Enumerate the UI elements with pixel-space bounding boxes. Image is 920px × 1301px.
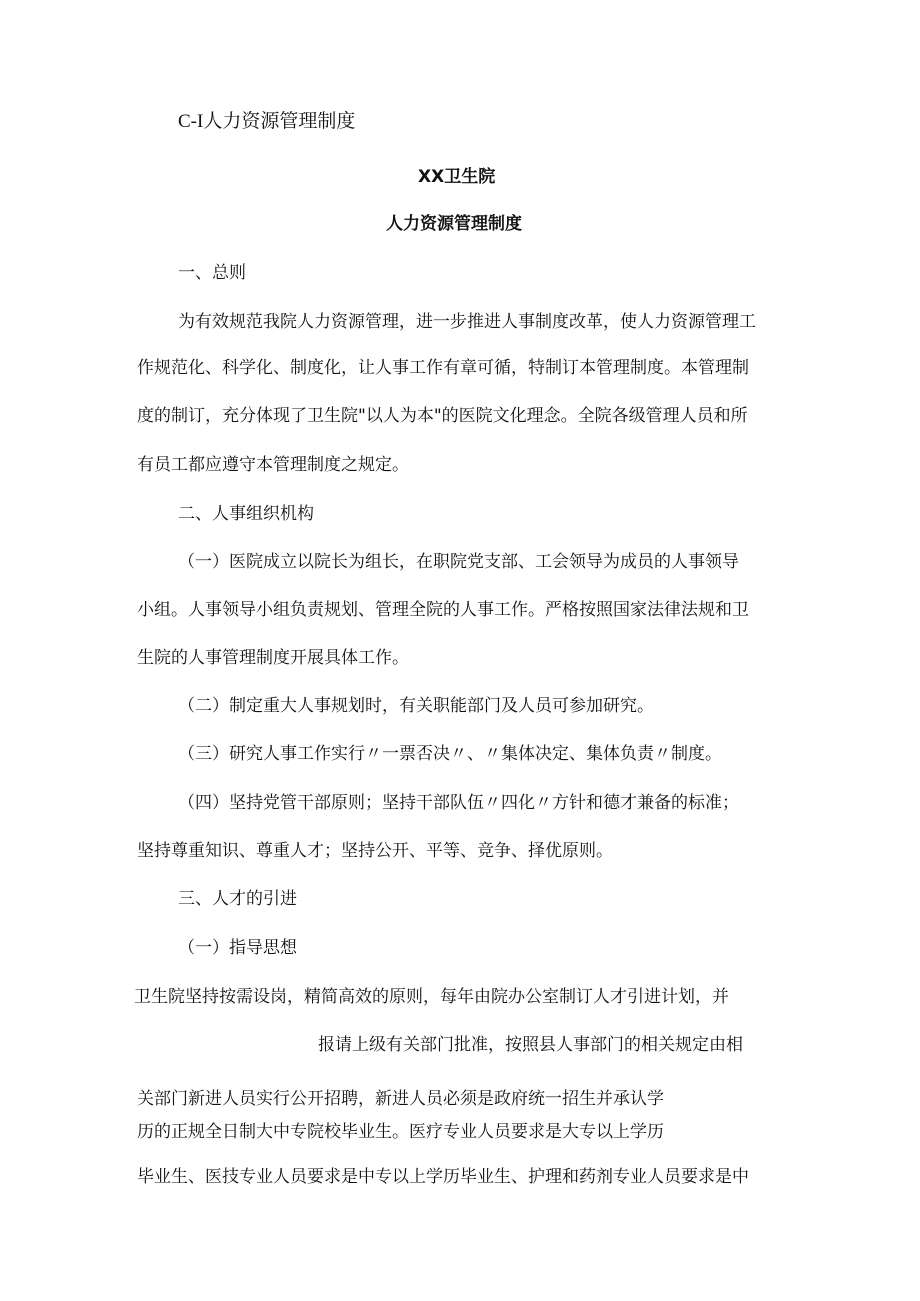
paragraph-line: 有员工都应遵守本管理制度之规定。 <box>137 455 409 475</box>
paragraph-line: （三）研究人事工作实行〃一票否决〃、〃集体决定、集体负责〃制度。 <box>178 744 722 764</box>
paragraph-line: 卫生院坚持按需设岗，精简高效的原则，每年由院办公室制订人才引进计划，并 <box>134 987 729 1007</box>
paragraph-line: 报请上级有关部门批准，按照县人事部门的相关规定由相 <box>318 1035 743 1055</box>
org-title: XX卫生院 <box>418 167 496 187</box>
paragraph-line: 度的制订，充分体现了卫生院"以人为本"的医院文化理念。全院各级管理人员和所 <box>137 406 748 426</box>
paragraph-line: （四）坚持党管干部原则；坚持干部队伍〃四化〃方针和德才兼备的标准； <box>178 793 739 813</box>
paragraph-line: 关部门新进人员实行公开招聘，新进人员必须是政府统一招生并承认学 <box>137 1089 664 1109</box>
paragraph-line: 小组。人事领导小组负责规划、管理全院的人事工作。严格按照国家法律法规和卫 <box>137 600 749 620</box>
document-id: C-I人力资源管理制度 <box>178 111 356 132</box>
paragraph-line: 为有效规范我院人力资源管理，进一步推进人事制度改革，使人力资源管理工 <box>178 312 756 332</box>
paragraph-line: （二）制定重大人事规划时，有关职能部门及人员可参加研究。 <box>178 696 654 716</box>
section-heading-talent-introduction: 三、人才的引进 <box>178 889 297 909</box>
subsection-heading-guiding-ideology: （一）指导思想 <box>178 938 297 958</box>
paragraph-line: 生院的人事管理制度开展具体工作。 <box>137 648 409 668</box>
paragraph-line: 坚持尊重知识、尊重人才；坚持公开、平等、竞争、择优原则。 <box>137 841 613 861</box>
paragraph-line: 毕业生、医技专业人员要求是中专以上学历毕业生、护理和药剂专业人员要求是中 <box>137 1167 749 1187</box>
paragraph-line: 作规范化、科学化、制度化，让人事工作有章可循，特制订本管理制度。本管理制 <box>137 358 749 378</box>
paragraph-line: 历的正规全日制大中专院校毕业生。医疗专业人员要求是大专以上学历 <box>137 1122 664 1142</box>
section-heading-hr-organization: 二、人事组织机构 <box>178 504 314 524</box>
document-title: 人力资源管理制度 <box>386 214 522 234</box>
section-heading-general: 一、总则 <box>178 263 246 283</box>
paragraph-line: （一）医院成立以院长为组长，在职院党支部、工会领导为成员的人事领导 <box>178 552 739 572</box>
